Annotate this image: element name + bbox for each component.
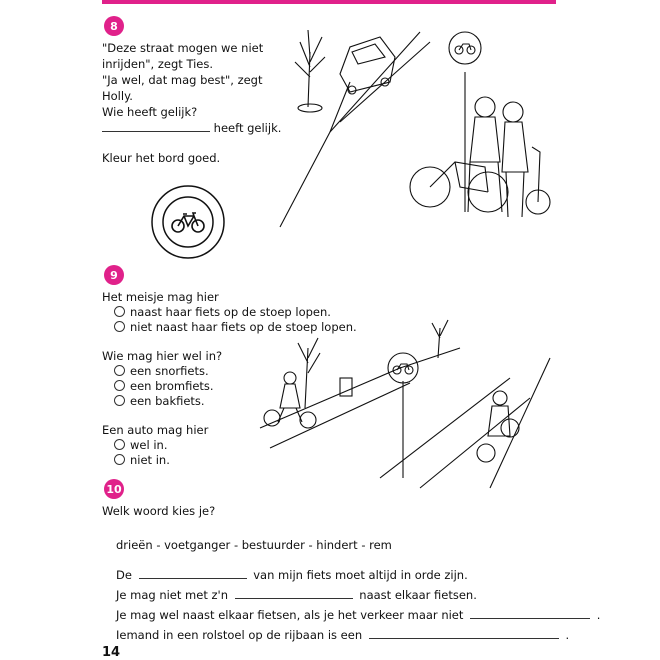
q10-s1-start: De <box>116 568 132 582</box>
q8-line-5: Wie heeft gelijk? <box>102 105 198 119</box>
radio-icon[interactable] <box>114 395 125 406</box>
q10-s4-end: . <box>565 628 570 642</box>
q10-sentence-1 <box>116 568 468 583</box>
q9-option-3a-label: wel in. <box>130 438 168 452</box>
q8-line-1: "Deze straat mogen we niet <box>102 41 264 55</box>
question-10-badge: 10 <box>104 479 124 499</box>
q9-option-2c-label: een bakfiets. <box>130 394 205 408</box>
q8-answer-blank[interactable] <box>102 122 210 132</box>
color-sign-bicycle-icon[interactable] <box>150 184 226 260</box>
question-9-badge: 9 <box>104 265 124 285</box>
q10-sentence-3 <box>116 608 600 623</box>
q10-s2-end: naast elkaar fietsen. <box>359 588 477 602</box>
q9-option-2b-label: een bromfiets. <box>130 379 214 393</box>
q9-prompt-3: Een auto mag hier <box>102 423 209 437</box>
question-8-badge: 8 <box>104 16 124 36</box>
radio-icon[interactable] <box>114 321 125 332</box>
q10-s3-start: Je mag wel naast elkaar fietsen, als je het verkeer maar niet <box>116 608 464 622</box>
q10-s2-start: Je mag niet met z'n <box>116 588 228 602</box>
q9-prompt-2: Wie mag hier wel in? <box>102 349 223 363</box>
q8-illustration <box>270 12 570 227</box>
q9-option-2a[interactable] <box>114 364 209 379</box>
q8-line-4: Holly. <box>102 89 133 103</box>
radio-icon[interactable] <box>114 306 125 317</box>
q9-option-2c[interactable] <box>114 394 205 409</box>
q10-sentence-2 <box>116 588 477 603</box>
q10-prompt: Welk woord kies je? <box>102 504 216 518</box>
radio-icon[interactable] <box>114 380 125 391</box>
q9-option-2b[interactable] <box>114 379 214 394</box>
q10-sentence-4 <box>116 628 569 643</box>
q10-s2-blank[interactable] <box>235 589 353 599</box>
q8-answer-row <box>102 121 281 136</box>
q10-s1-end: van mijn fiets moet altijd in orde zijn. <box>253 568 468 582</box>
q9-option-1a-label: naast haar fiets op de stoep lopen. <box>130 305 331 319</box>
q10-word-bank: drieën - voetganger - bestuurder - hindert - rem <box>116 538 392 552</box>
page-number: 14 <box>102 645 121 660</box>
top-accent-bar <box>102 0 556 4</box>
q10-s1-blank[interactable] <box>139 569 247 579</box>
q9-option-3b-label: niet in. <box>130 453 170 467</box>
q10-s3-blank[interactable] <box>470 609 590 619</box>
q9-option-3a[interactable] <box>114 438 167 453</box>
radio-icon[interactable] <box>114 454 125 465</box>
q9-option-1b-label: niet naast haar fiets op de stoep lopen. <box>130 320 357 334</box>
radio-icon[interactable] <box>114 365 125 376</box>
q8-line-2: inrijden", zegt Ties. <box>102 57 214 71</box>
q9-prompt-1: Het meisje mag hier <box>102 290 219 304</box>
q10-s4-start: Iemand in een rolstoel op de rijbaan is een <box>116 628 363 642</box>
q9-option-2a-label: een snorfiets. <box>130 364 209 378</box>
q10-s4-blank[interactable] <box>369 629 559 639</box>
q8-answer-suffix: heeft gelijk. <box>213 121 282 135</box>
radio-icon[interactable] <box>114 439 125 450</box>
q9-option-3b[interactable] <box>114 453 170 468</box>
q9-illustration <box>260 318 560 488</box>
q8-instruction: Kleur het bord goed. <box>102 151 221 165</box>
q8-line-3: "Ja wel, dat mag best", zegt <box>102 73 263 87</box>
q10-s3-end: . <box>596 608 601 622</box>
